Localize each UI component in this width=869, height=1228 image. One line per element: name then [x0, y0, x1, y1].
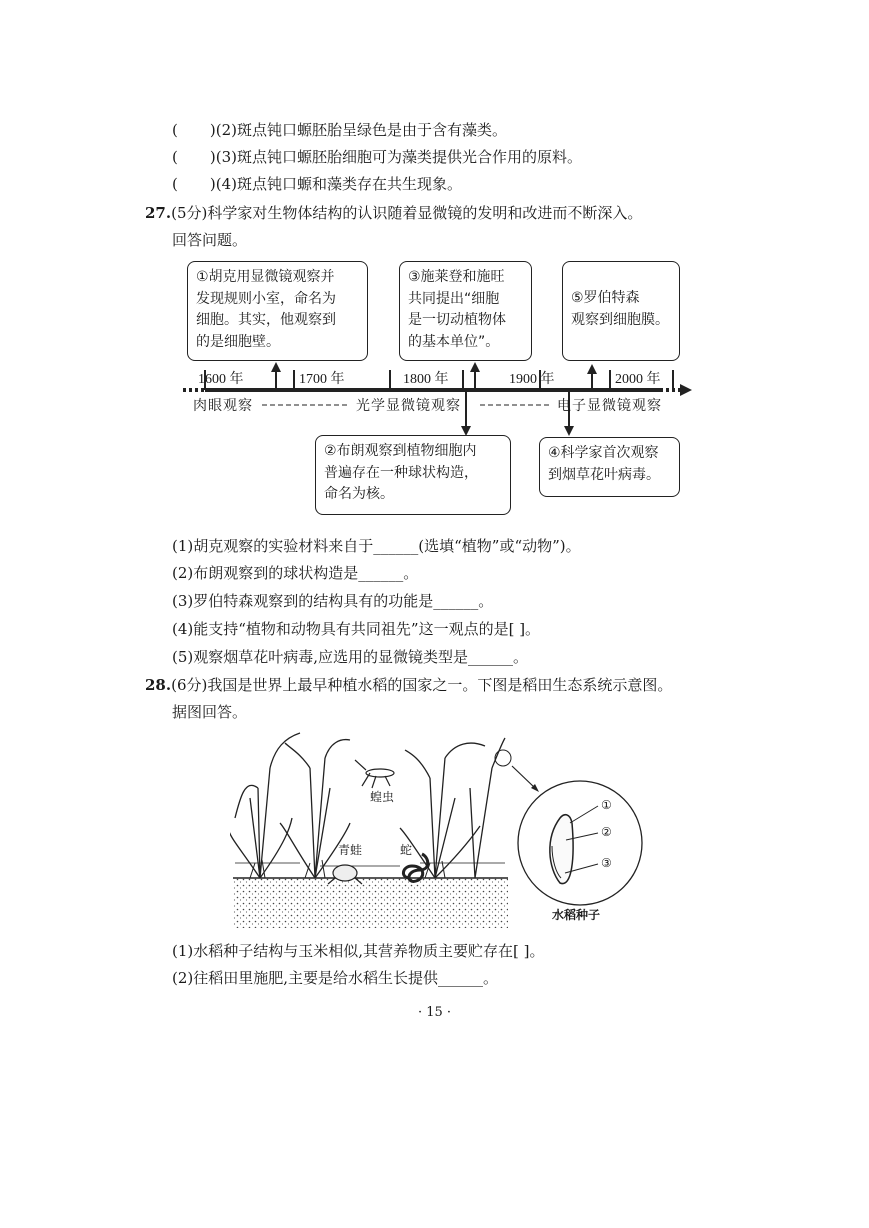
q26-item-2: ( )(2)斑点钝口螈胚胎呈绿色是由于含有藻类。	[172, 121, 507, 139]
q27-stem-line2: 回答问题。	[172, 231, 248, 249]
year-1700: 1700 年	[299, 372, 345, 387]
rice-field-illustration	[230, 728, 650, 928]
era-optical: 光学显微镜观察	[356, 398, 461, 414]
event-box-3: ③施莱登和施旺 共同提出“细胞 是一切动植物体 的基本单位”。	[399, 261, 532, 361]
q28-stem-line2: 据图回答。	[172, 703, 248, 721]
q28-question-1: (1)水稻种子结构与玉米相似,其营养物质主要贮存在[ ]。	[172, 942, 545, 960]
frog-label: 青蛙	[338, 843, 363, 857]
timeline-diagram	[0, 0, 869, 520]
question-number: 27.	[145, 204, 172, 222]
question-number: 28.	[145, 676, 172, 694]
year-1600: 1600 年	[198, 372, 244, 387]
page-number: · 15 ·	[417, 1005, 452, 1020]
era-naked-eye: 肉眼观察	[193, 398, 253, 414]
event-box-2: ②布朗观察到植物细胞内 普遍存在一种球状构造， 命名为核。	[315, 435, 511, 515]
answer-paren[interactable]: (	[172, 121, 178, 139]
locust-label: 蝗虫	[370, 790, 395, 804]
q28-question-2: (2)往稻田里施肥,主要是给水稻生长提供______。	[172, 969, 499, 987]
rice-field-figure	[230, 728, 650, 928]
q27-question-5: (5)观察烟草花叶病毒,应选用的显微镜类型是______。	[172, 648, 529, 666]
seed-marker-2: ②	[601, 825, 612, 839]
snake-label: 蛇	[400, 843, 413, 857]
q26-item-4: ( )(4)斑点钝口螈和藻类存在共生现象。	[172, 175, 462, 193]
event-box-4: ④科学家首次观察 到烟草花叶病毒。	[539, 437, 680, 497]
q26-item-3: ( )(3)斑点钝口螈胚胎细胞可为藻类提供光合作用的原料。	[172, 148, 582, 166]
q28-stem: 28.(6分)我国是世界上最早种植水稻的国家之一。下图是稻田生态系统示意图。	[145, 676, 673, 694]
answer-paren[interactable]: (	[172, 175, 178, 193]
event-box-1: ①胡克用显微镜观察并 发现规则小室，命名为 细胞。其实，他观察到 的是细胞壁。	[187, 261, 368, 361]
year-1900: 1900 年	[509, 372, 555, 387]
answer-paren[interactable]: (	[172, 148, 178, 166]
seed-marker-3: ③	[601, 856, 612, 870]
era-electron: 电子显微镜观察	[557, 398, 662, 414]
q27-question-4: (4)能支持“植物和动物具有共同祖先”这一观点的是[ ]。	[172, 620, 541, 638]
year-1800: 1800 年	[403, 372, 449, 387]
year-2000: 2000 年	[615, 372, 661, 387]
q27-question-3: (3)罗伯特森观察到的结构具有的功能是______。	[172, 592, 494, 610]
q27-question-2: (2)布朗观察到的球状构造是______。	[172, 564, 419, 582]
seed-caption: 水稻种子	[552, 908, 601, 922]
event-box-5: ⑤罗伯特森 观察到细胞膜。	[562, 261, 680, 361]
q27-stem: 27.(5分)科学家对生物体结构的认识随着显微镜的发明和改进而不断深入。	[145, 204, 643, 222]
q27-question-1: (1)胡克观察的实验材料来自于______(选填“植物”或“动物”)。	[172, 537, 581, 555]
seed-marker-1: ①	[601, 798, 612, 812]
